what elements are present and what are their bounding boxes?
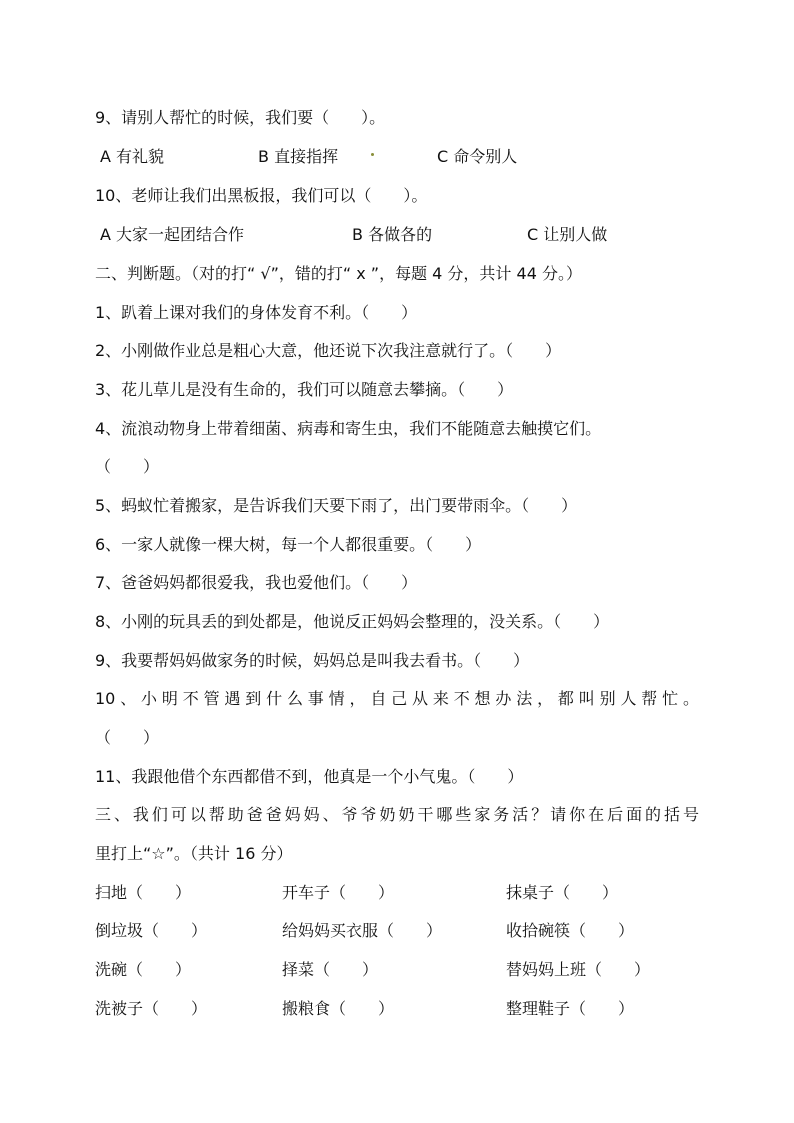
- judgement-item-3: 3、花儿草儿是没有生命的，我们可以随意去攀摘。（ ）: [95, 380, 514, 399]
- q10-option-a: A 大家一起团结合作: [100, 225, 245, 244]
- section3-heading-line2: 里打上“☆”。（共计 16 分）: [95, 844, 293, 863]
- section3-heading-line1: 三、我们可以帮助爸爸妈妈、爷爷奶奶干哪些家务活？请你在后面的括号: [95, 805, 699, 824]
- judgement-item-11: 11、我跟他借个东西都借不到，他真是一个小气鬼。（ ）: [95, 767, 524, 786]
- stray-dot: [371, 153, 374, 156]
- judgement-item-8: 8、小刚的玩具丢的到处都是，他说反正妈妈会整理的，没关系。（ ）: [95, 612, 610, 631]
- judgement-item-4-blank: （ ）: [95, 457, 160, 476]
- chore-item: 择菜（ ）: [282, 960, 379, 979]
- q9-option-b: B 直接指挥: [258, 147, 339, 166]
- chore-item: 洗被子（ ）: [95, 999, 208, 1018]
- chore-item: 抹桌子（ ）: [506, 883, 619, 902]
- judgement-item-10: 10、小明不管遇到什么事情，自己从来不想办法，都叫别人帮忙。: [95, 689, 699, 708]
- q9-option-c: C 命令别人: [437, 147, 518, 166]
- judgement-item-2: 2、小刚做作业总是粗心大意，他还说下次我注意就行了。（ ）: [95, 341, 562, 360]
- chore-item: 整理鞋子（ ）: [506, 999, 635, 1018]
- judgement-item-5: 5、蚂蚁忙着搬家，是告诉我们天要下雨了，出门要带雨伞。（ ）: [95, 496, 578, 515]
- question-10: 10、老师让我们出黑板报，我们可以（ ）。: [95, 186, 428, 205]
- question-9: 9、请别人帮忙的时候，我们要（ ）。: [95, 108, 386, 127]
- chore-item: 倒垃圾（ ）: [95, 921, 208, 940]
- judgement-item-7: 7、爸爸妈妈都很爱我，我也爱他们。（ ）: [95, 573, 418, 592]
- chore-item: 收拾碗筷（ ）: [506, 921, 635, 940]
- judgement-item-10-blank: （ ）: [95, 728, 160, 747]
- chore-item: 洗碗（ ）: [95, 960, 192, 979]
- judgement-item-6: 6、一家人就像一棵大树，每一个人都很重要。（ ）: [95, 535, 482, 554]
- chore-item: 替妈妈上班（ ）: [506, 960, 651, 979]
- q10-option-b: B 各做各的: [352, 225, 433, 244]
- chore-item: 搬粮食（ ）: [282, 999, 395, 1018]
- section2-heading: 二、判断题。（对的打“ √”，错的打“ x ”，每题 4 分，共计 44 分。）: [95, 264, 582, 283]
- q9-option-a: A 有礼貌: [100, 147, 165, 166]
- chore-item: 开车子（ ）: [282, 883, 395, 902]
- chore-item: 扫地（ ）: [95, 883, 192, 902]
- judgement-item-4: 4、流浪动物身上带着细菌、病毒和寄生虫，我们不能随意去触摸它们。: [95, 419, 602, 438]
- judgement-item-9: 9、我要帮妈妈做家务的时候，妈妈总是叫我去看书。（ ）: [95, 651, 530, 670]
- chore-item: 给妈妈买衣服（ ）: [282, 921, 443, 940]
- q10-option-c: C 让别人做: [527, 225, 608, 244]
- judgement-item-1: 1、趴着上课对我们的身体发育不利。（ ）: [95, 303, 418, 322]
